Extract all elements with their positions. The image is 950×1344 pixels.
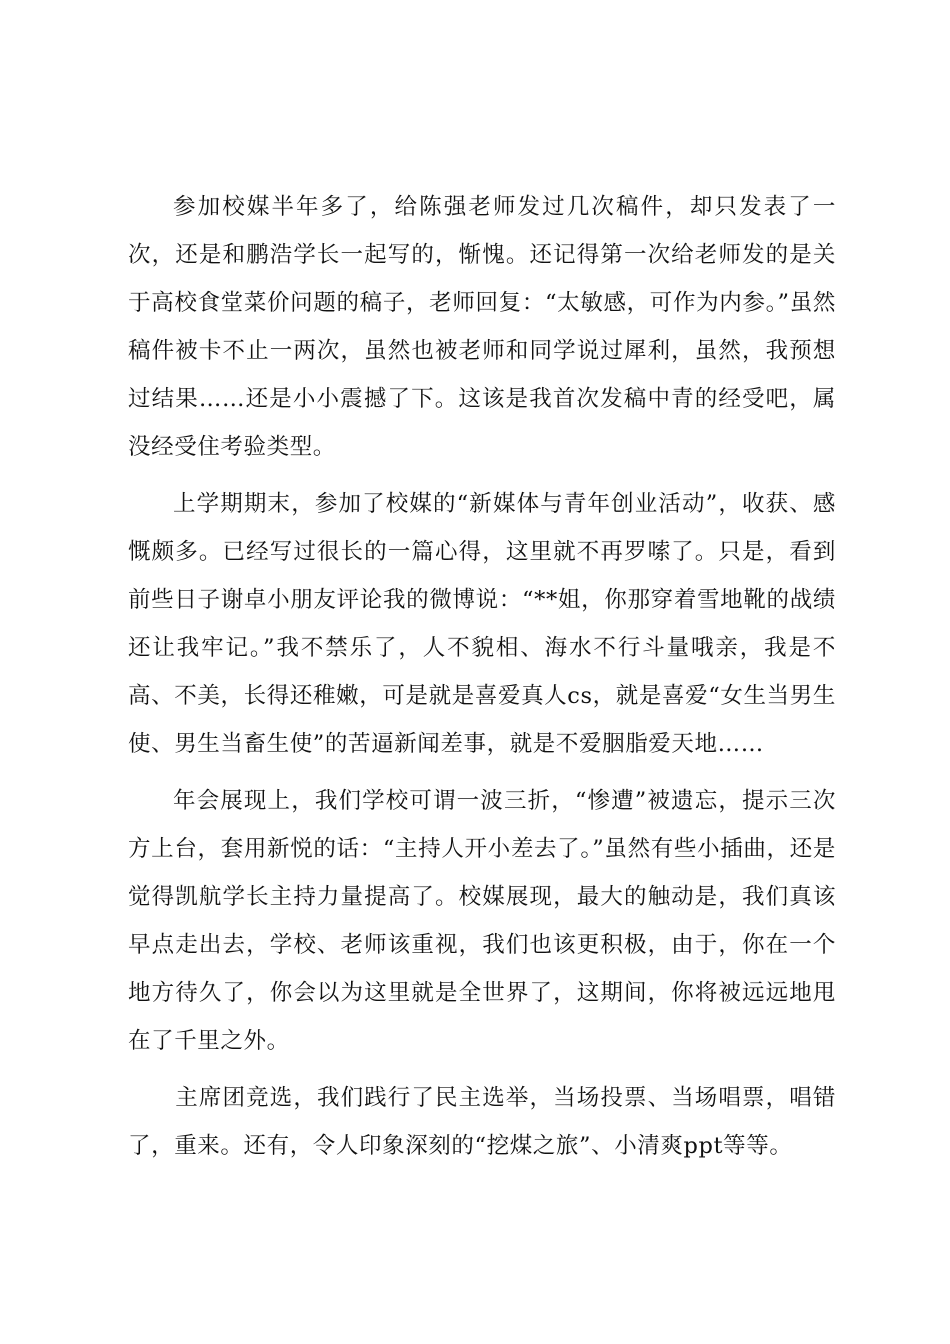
paragraph-1: 参加校媒半年多了，给陈强老师发过几次稿件，却只发表了一次，还是和鹏浩学长一起写的，惭愧。还记得第一次给老师发的是关于高校食堂菜价问题的稿子，老师回复：“太敏感，可作为内参。”虽然稿件被卡不止一两次，虽然也被老师和同学说过犀利，虽然，我预想过结果……还是小小震撼了下。这该是我首次发稿中青的经受吧，属没经受住考验类型。 — [128, 194, 836, 460]
paragraph-4: 主席团竞选，我们践行了民主选举，当场投票、当场唱票，唱错了，重来。还有，令人印象深刻的“挖煤之旅”、小清爽ppt等等。 — [128, 1085, 836, 1159]
document-body — [128, 183, 836, 1179]
paragraph-3: 年会展现上，我们学校可谓一波三折，“惨遭”被遗忘，提示三次方上台，套用新悦的话：“主持人开小差去了。”虽然有些小插曲，还是觉得凯航学长主持力量提高了。校媒展现，最大的触动是，我们真该早点走出去，学校、老师该重视，我们也该更积极，由于，你在一个地方待久了，你会以为这里就是全世界了，这期间，你将被远远地甩在了千里之外。 — [128, 788, 836, 1054]
paragraph-2: 上学期期末，参加了校媒的“新媒体与青年创业活动”，收获、感慨颇多。已经写过很长的一篇心得，这里就不再罗嗦了。只是，看到前些日子谢卓小朋友评论我的微博说：“**姐，你那穿着雪地靴的战绩还让我牢记。”我不禁乐了，人不貌相、海水不行斗量哦亲，我是不高、不美，长得还稚嫩，可是就是喜爱真人cs，就是喜爱“女生当男生使、男生当畜生使”的苦逼新闻差事，就是不爱胭脂爱天地…… — [128, 491, 836, 757]
